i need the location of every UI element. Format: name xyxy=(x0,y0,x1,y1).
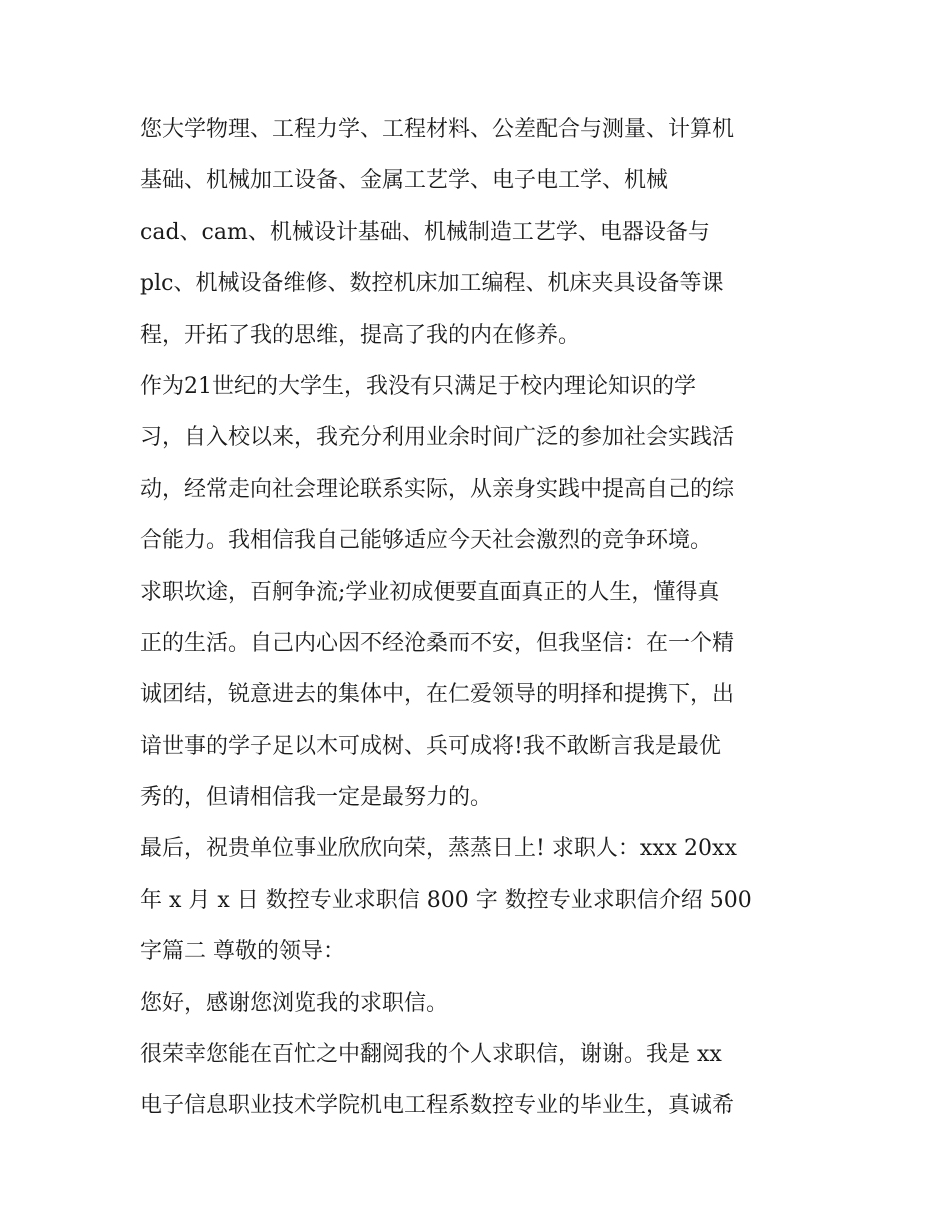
text-line: 秀的，但请相信我一定是最努力的。 xyxy=(140,785,493,811)
text-line: 基础、机械加工设备、金属工艺学、电子电工学、机械 xyxy=(140,168,669,194)
text-line: 年 x 月 x 日 数控专业求职信 800 字 数控专业求职信介绍 500 xyxy=(140,887,752,913)
text-line: 电子信息职业技术学院机电工程系数控专业的毕业生，真诚希 xyxy=(140,1093,735,1119)
text-line: 程，开拓了我的思维，提高了我的内在修养。 xyxy=(140,322,581,348)
text-line: 习，自入校以来，我充分利用业余时间广泛的参加社会实践活 xyxy=(140,425,735,451)
document-body xyxy=(140,104,820,1132)
text-line: 谙世事的学子足以木可成树、兵可成将!我不敢断言我是最优 xyxy=(140,733,721,759)
text-line: cad、cam、机械设计基础、机械制造工艺学、电器设备与 xyxy=(140,219,710,245)
text-line: 您好，感谢您浏览我的求职信。 xyxy=(140,990,449,1016)
text-line: 动，经常走向社会理论联系实际，从亲身实践中提高自己的综 xyxy=(140,476,735,502)
text-line: 很荣幸您能在百忙之中翻阅我的个人求职信，谢谢。我是 xx xyxy=(140,1042,722,1068)
text-line: 正的生活。自己内心因不经沧桑而不安，但我坚信：在一个精 xyxy=(140,630,735,656)
text-line: plc、机械设备维修、数控机床加工编程、机床夹具设备等课 xyxy=(140,271,724,297)
text-line: 您大学物理、工程力学、工程材料、公差配合与测量、计算机 xyxy=(140,117,735,142)
text-line: 最后，祝贵单位事业欣欣向荣，蒸蒸日上! 求职人：xxx 20xx xyxy=(140,836,737,862)
text-line: 求职坎途，百舸争流;学业初成便要直面真正的人生，懂得真 xyxy=(140,579,720,605)
text-line: 字篇二 尊敬的领导： xyxy=(140,939,345,965)
text-line: 作为21世纪的大学生，我没有只满足于校内理论知识的学 xyxy=(140,373,696,399)
text-line: 诚团结，锐意进去的集体中，在仁爱领导的明择和提携下，出 xyxy=(140,682,735,708)
text-line: 合能力。我相信我自己能够适应今天社会激烈的竞争环境。 xyxy=(140,528,713,554)
